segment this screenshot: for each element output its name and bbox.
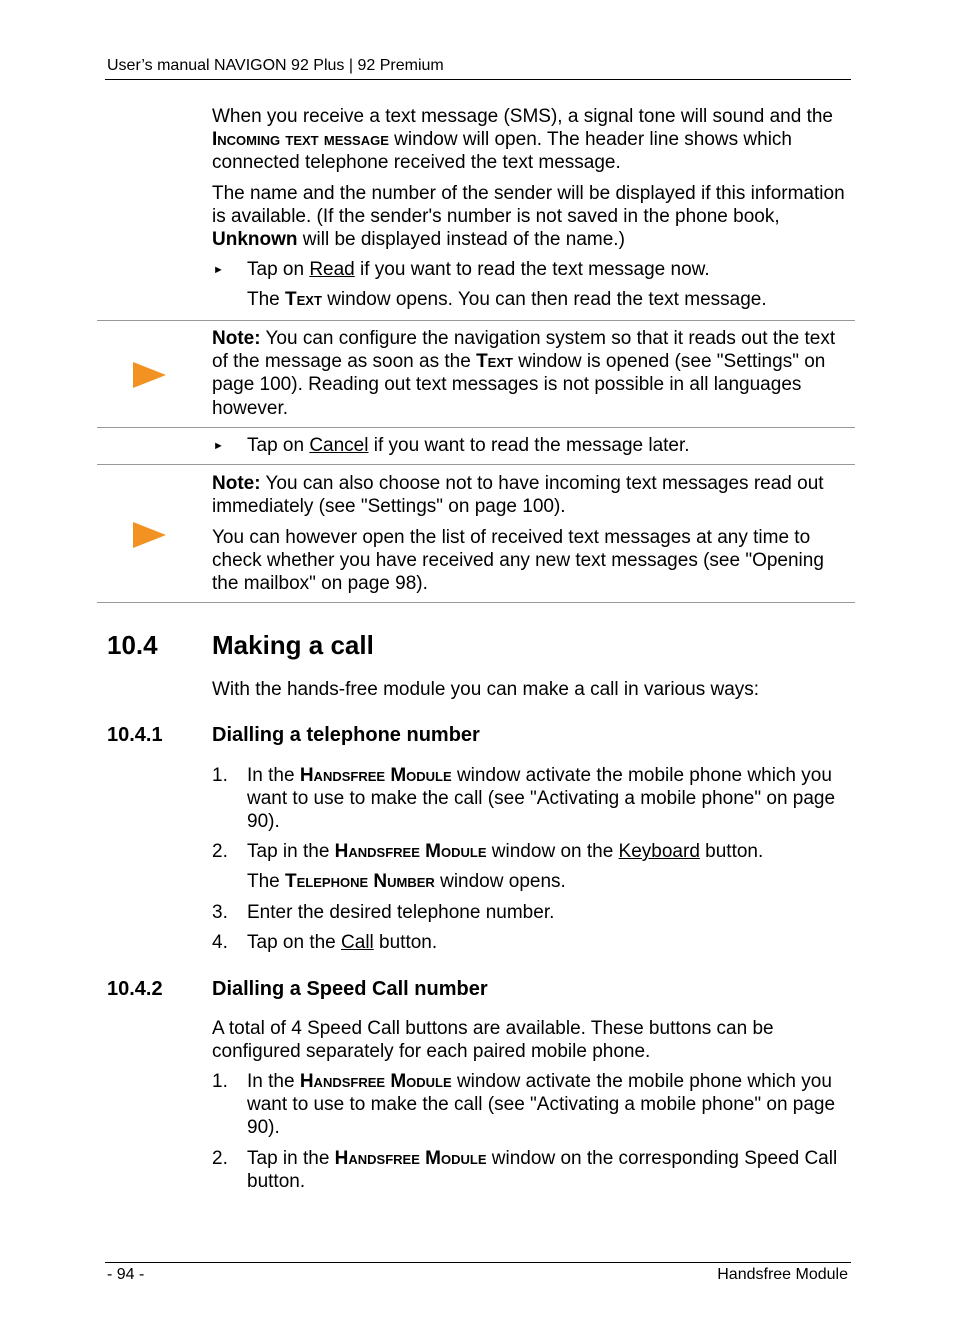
subsection-title: Dialling a telephone number	[212, 724, 480, 746]
step-number: 2.	[212, 1148, 228, 1169]
call-link: Call	[341, 932, 374, 953]
section-intro: With the hands-free module you can make a call in various ways:	[212, 679, 760, 700]
footer-section: Handsfree Module	[717, 1266, 848, 1283]
keyboard-link: Keyboard	[618, 841, 700, 862]
step-number: 4.	[212, 932, 228, 953]
bullet-read-result: The Text window opens. You can then read the text message.	[247, 289, 767, 310]
note-arrow-icon	[133, 522, 166, 548]
note-arrow-icon	[133, 362, 166, 388]
step-1-text: In the Handsfree Module window activate the mobile phone which you want to use to make the call (see "Activating a mobile phone" on page 90).	[247, 1071, 836, 1139]
bullet-cancel: Tap on Cancel if you want to read the message later.	[247, 435, 690, 456]
note-divider-top	[97, 464, 855, 465]
note-divider-top	[97, 320, 855, 321]
running-header: User’s manual NAVIGON 92 Plus | 92 Premium	[107, 57, 444, 74]
note-divider-bottom	[97, 427, 855, 428]
step-2-text: Tap in the Handsfree Module window on the Keyboard button.	[247, 841, 764, 862]
note-2-text: Note: You can also choose not to have incoming text messages read out immediately (see "Settings" on page 100).	[212, 473, 824, 518]
intro-paragraph-2: The name and the number of the sender will be displayed if this information is available. (If the sender's number is not saved in the phone book, Unknown will be displayed instead of the name.)	[212, 183, 845, 251]
header-divider	[105, 79, 851, 80]
footer-divider	[105, 1262, 851, 1263]
cancel-link: Cancel	[309, 435, 369, 456]
subsection-number: 10.4.1	[107, 724, 163, 746]
note-2-text-2: You can however open the list of received text messages at any time to check whether you have received any new text messages (see "Opening the mailbox" on page 98).	[212, 527, 824, 595]
read-link: Read	[309, 259, 355, 280]
subsection-title: Dialling a Speed Call number	[212, 978, 488, 1000]
step-2-text: Tap in the Handsfree Module window on the corresponding Speed Call button.	[247, 1148, 838, 1193]
section-title: Making a call	[212, 630, 374, 660]
step-number: 1.	[212, 1071, 228, 1092]
note-divider-bottom	[97, 602, 855, 603]
subsection-number: 10.4.2	[107, 978, 163, 1000]
step-3-text: Enter the desired telephone number.	[247, 902, 555, 923]
step-4-text: Tap on the Call button.	[247, 932, 438, 953]
step-2-result: The Telephone Number window opens.	[247, 871, 566, 892]
subsection-intro: A total of 4 Speed Call buttons are available. These buttons can be configured separately for each paired mobile phone.	[212, 1018, 774, 1063]
step-number: 2.	[212, 841, 228, 862]
section-number: 10.4	[107, 630, 158, 660]
step-1-text: In the Handsfree Module window activate the mobile phone which you want to use to make the call (see "Activating a mobile phone" on page 90).	[247, 765, 836, 833]
step-number: 1.	[212, 765, 228, 786]
step-number: 3.	[212, 902, 228, 923]
bullet-marker: ►	[213, 264, 224, 276]
bullet-marker: ►	[213, 440, 224, 452]
note-1-text: Note: You can configure the navigation system so that it reads out the text of the message as soon as the Text window is opened (see "Settings" on page 100). Reading out text messages is not possible in all languages however.	[212, 328, 836, 419]
bullet-read: Tap on Read if you want to read the text message now.	[247, 259, 710, 280]
intro-paragraph-1: When you receive a text message (SMS), a signal tone will sound and the Incoming text message window will open. The header line shows which connected telephone received the text message.	[212, 106, 833, 174]
page-number: - 94 -	[107, 1266, 145, 1283]
